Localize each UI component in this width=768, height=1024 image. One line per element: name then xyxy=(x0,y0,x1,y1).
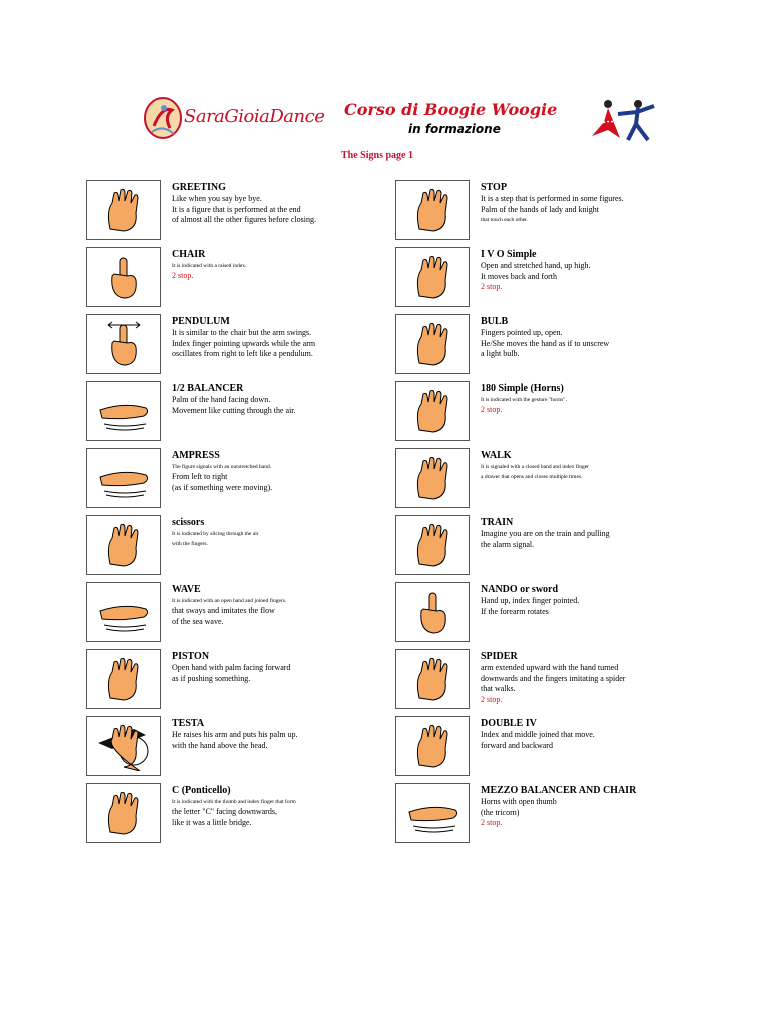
stop-count: 2 stop. xyxy=(481,405,503,414)
greeting-hands-icon xyxy=(86,180,161,240)
sign-title: MEZZO BALANCER AND CHAIR xyxy=(481,785,637,796)
sign-entry xyxy=(86,515,386,577)
sign-entry xyxy=(395,247,695,309)
saragioiadance-logo xyxy=(140,94,345,144)
sign-text-line: as if pushing something. xyxy=(172,673,251,683)
sign-entry xyxy=(395,448,695,510)
sign-description xyxy=(481,584,691,617)
sign-text-line: Fingers pointed up, open. xyxy=(481,328,563,337)
stop-count: 2 stop. xyxy=(481,818,503,827)
sign-text-line: It is similar to the chair but the arm swings. xyxy=(172,328,312,337)
sign-text-line: The figure signals with an outstretched hand. xyxy=(172,464,272,470)
sign-title: PENDULUM xyxy=(172,316,230,327)
sign-title: BULB xyxy=(481,316,509,327)
sign-text-line: of almost all the other figures before closing. xyxy=(172,215,316,224)
stop-count: 2 stop. xyxy=(172,271,194,280)
sign-text-line: It is signaled with a closed hand and index finger xyxy=(481,464,589,470)
sign-title: STOP xyxy=(481,182,507,193)
chair-raised-index-icon xyxy=(86,247,161,307)
sign-description xyxy=(172,584,382,627)
double-iv-icon xyxy=(395,716,470,776)
sign-description xyxy=(481,383,691,416)
half-balancer-icon xyxy=(86,381,161,441)
sign-title: 180 Simple (Horns) xyxy=(481,383,564,394)
sign-description xyxy=(172,383,382,416)
train-fist-icon xyxy=(395,515,470,575)
sign-text-line: Hand up, index finger pointed. xyxy=(481,596,580,605)
sign-text-line: a drawer that opens and closes multiple times. xyxy=(481,474,583,480)
testa-head-icon xyxy=(86,716,161,776)
sign-description xyxy=(481,450,691,482)
scissors-fingers-icon xyxy=(86,515,161,575)
sign-entry xyxy=(86,180,386,242)
stop-count: 2 stop. xyxy=(481,694,503,704)
sign-text-line: Movement like cutting through the air. xyxy=(172,405,296,415)
sign-text-line: forward and backward xyxy=(481,740,553,750)
page-title: The Signs page 1 xyxy=(341,150,413,161)
sign-entry xyxy=(395,716,695,778)
pendulum-icon xyxy=(86,314,161,374)
sign-description xyxy=(481,316,691,360)
sign-title: PISTON xyxy=(172,651,210,662)
sign-description xyxy=(481,718,691,751)
sign-text-line: like it was a little bridge. xyxy=(172,817,252,827)
sign-text-line: It is indicated with an open hand and joined fingers. xyxy=(172,598,287,604)
sign-text-line: (the tricorn) xyxy=(481,807,520,817)
sign-entry xyxy=(395,783,695,845)
logo-text: SaraGioiaDance xyxy=(184,106,325,127)
sign-description xyxy=(172,450,382,493)
sign-title: I V O Simple xyxy=(481,249,537,260)
sign-text-line: It is indicated with the gesture "horns". xyxy=(481,397,567,403)
sign-entry xyxy=(86,582,386,644)
sign-text-line: It is indicated with a raised index. xyxy=(172,263,247,269)
sign-title: C (Ponticello) xyxy=(172,785,231,796)
sign-text-line: with the hand above the head. xyxy=(172,740,268,750)
sign-description xyxy=(481,249,691,293)
sign-title: 1/2 BALANCER xyxy=(172,383,244,394)
sign-entry xyxy=(395,381,695,443)
sign-description xyxy=(172,316,382,360)
sign-description xyxy=(172,249,382,282)
sign-text-line: of the sea wave. xyxy=(172,616,224,626)
sign-text-line: (as if something were moving). xyxy=(172,482,273,492)
sign-text-line: that sways and imitates the flow xyxy=(172,606,275,615)
sign-text-line: From left to right xyxy=(172,472,228,481)
stop-count: 2 stop. xyxy=(481,282,503,291)
sign-text-line: the letter "C" facing downwards, xyxy=(172,807,277,816)
sign-entry xyxy=(86,649,386,711)
sign-description xyxy=(172,785,382,828)
sign-description xyxy=(172,718,382,751)
course-title: Corso di Boogie Woogie xyxy=(344,100,558,119)
sign-text-line: Open and stretched hand, up high. xyxy=(481,261,591,270)
sign-description xyxy=(172,182,382,226)
dancer-emblem-icon xyxy=(142,96,184,140)
piston-palm-icon xyxy=(86,649,161,709)
page-header xyxy=(140,94,660,146)
sign-text-line: downwards and the fingers imitating a spider xyxy=(481,673,626,683)
stop-palms-icon xyxy=(395,180,470,240)
sign-title: TRAIN xyxy=(481,517,514,528)
sign-text-line: It moves back and forth xyxy=(481,271,557,281)
sign-entry xyxy=(395,649,695,711)
sign-title: NANDO or sword xyxy=(481,584,559,595)
sign-text-line: He raises his arm and puts his palm up. xyxy=(172,730,298,739)
sign-text-line: that walks. xyxy=(481,684,516,693)
sign-entry xyxy=(86,314,386,376)
sign-text-line: Palm of the hands of lady and knight xyxy=(481,204,599,214)
sign-title: scissors xyxy=(172,517,205,528)
mezzo-balancer-icon xyxy=(395,783,470,843)
sign-text-line: Index and middle joined that move. xyxy=(481,730,595,739)
horns-hand-icon xyxy=(395,381,470,441)
sign-text-line: It is a figure that is performed at the end xyxy=(172,204,301,214)
sign-description xyxy=(481,517,691,550)
sign-text-line: It is indicated with the thumb and index finger that form xyxy=(172,799,296,805)
sign-entry xyxy=(395,180,695,242)
sign-text-line: Horns with open thumb xyxy=(481,797,557,806)
sign-entry xyxy=(86,448,386,510)
sign-title: DOUBLE IV xyxy=(481,718,537,729)
sign-title: AMPRESS xyxy=(172,450,220,461)
sign-text-line: It is indicated by slicing through the air xyxy=(172,531,259,537)
sign-entry xyxy=(86,381,386,443)
ampress-flat-hand-icon xyxy=(86,448,161,508)
sign-description xyxy=(481,785,691,829)
sign-text-line: It is a step that is performed in some figures. xyxy=(481,194,624,203)
sign-text-line: that touch each other. xyxy=(481,217,529,223)
sign-text-line: Palm of the hand facing down. xyxy=(172,395,271,404)
walk-fingers-icon xyxy=(395,448,470,508)
sign-entry xyxy=(86,716,386,778)
sign-title: TESTA xyxy=(172,718,205,729)
sign-text-line: a light bulb. xyxy=(481,349,520,358)
sign-entry xyxy=(86,247,386,309)
sign-title: WALK xyxy=(481,450,512,461)
sign-entry xyxy=(395,582,695,644)
course-subtitle: in formazione xyxy=(408,122,501,136)
sign-text-line: arm extended upward with the hand turned xyxy=(481,663,619,672)
spider-hand-icon xyxy=(395,649,470,709)
sign-entry xyxy=(395,515,695,577)
sign-description xyxy=(481,651,691,705)
dancing-couple-icon xyxy=(582,96,662,144)
sign-text-line: the alarm signal. xyxy=(481,539,535,549)
sign-text-line: Open hand with palm facing forward xyxy=(172,663,291,672)
sign-title: WAVE xyxy=(172,584,201,595)
sign-text-line: oscillates from right to left like a pendulum. xyxy=(172,349,313,358)
sign-description xyxy=(172,651,382,684)
sign-title: CHAIR xyxy=(172,249,206,260)
sign-text-line: with the fingers. xyxy=(172,541,208,547)
sign-description xyxy=(172,517,382,549)
sign-title: SPIDER xyxy=(481,651,518,662)
nando-sword-icon xyxy=(395,582,470,642)
sign-text-line: He/She moves the hand as if to unscrew xyxy=(481,338,610,348)
sign-title: GREETING xyxy=(172,182,226,193)
sign-entry xyxy=(395,314,695,376)
ivo-open-hand-icon xyxy=(395,247,470,307)
sign-description xyxy=(481,182,691,225)
c-ponticello-icon xyxy=(86,783,161,843)
sign-text-line: If the forearm rotates xyxy=(481,606,549,616)
sign-text-line: Like when you say bye bye. xyxy=(172,194,262,203)
bulb-hand-icon xyxy=(395,314,470,374)
sign-entry xyxy=(86,783,386,845)
sign-text-line: Index finger pointing upwards while the arm xyxy=(172,338,316,348)
wave-hand-icon xyxy=(86,582,161,642)
sign-text-line: Imagine you are on the train and pulling xyxy=(481,529,610,538)
